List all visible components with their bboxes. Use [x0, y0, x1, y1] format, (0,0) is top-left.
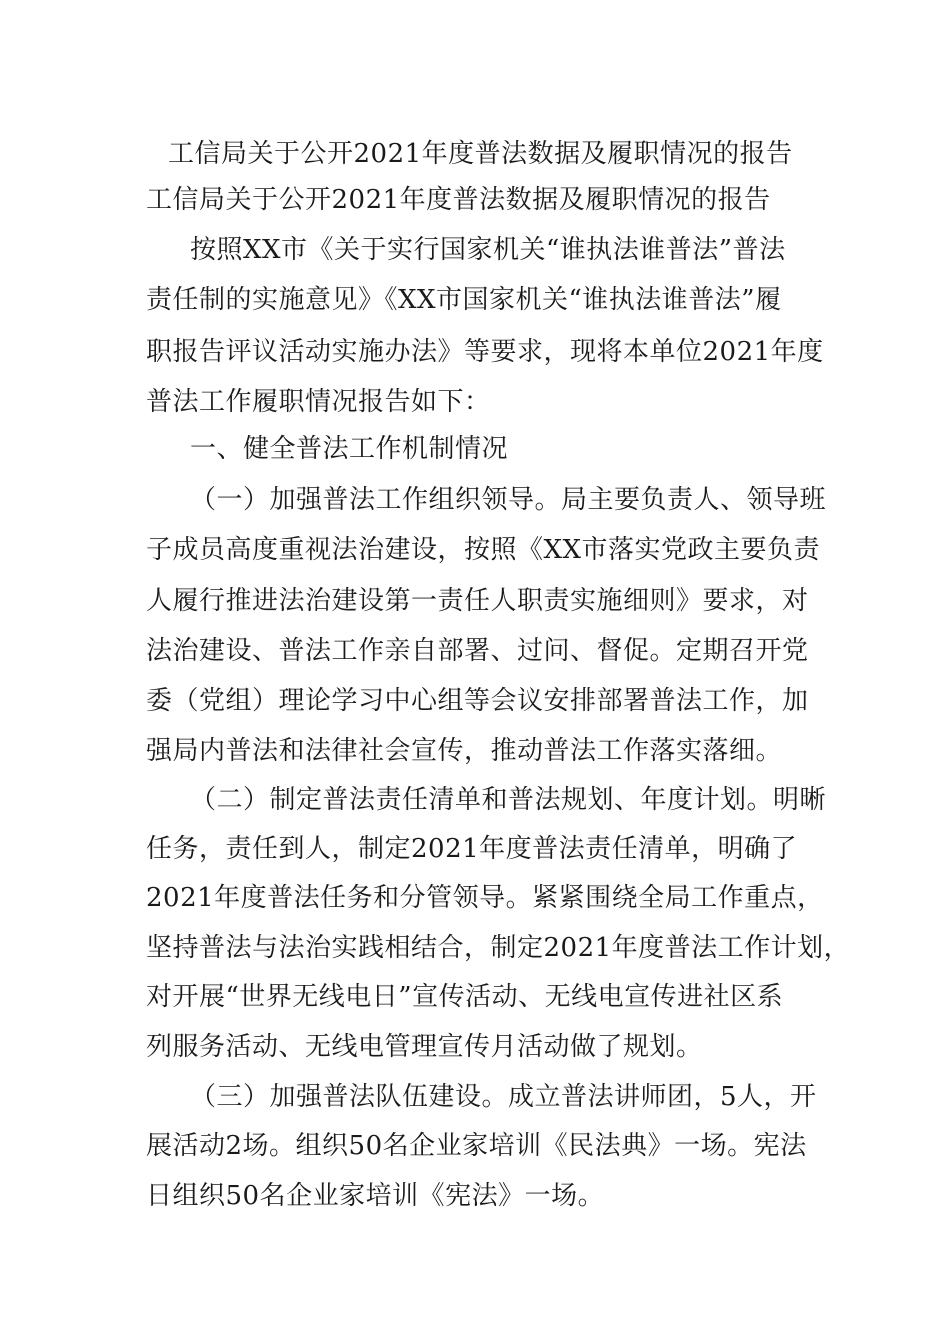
section-heading: 一、健全普法工作机制情况 [190, 434, 509, 464]
paragraph-line: 责任制的实施意见》《XX市国家机关“谁执法谁普法”履 [146, 285, 782, 315]
paragraph-line: 按照XX市《关于实行国家机关“谁执法谁普法”普法 [190, 235, 786, 265]
paragraph-line: 普法工作履职情况报告如下： [146, 387, 491, 417]
paragraph-line: 坚持普法与法治实践相结合，制定2021年度普法工作计划， [146, 933, 851, 963]
paragraph-line: （一）加强普法工作组织领导。局主要负责人、领导班 [190, 485, 827, 515]
document-title: 工信局关于公开2021年度普法数据及履职情况的报告 [168, 139, 793, 169]
paragraph-line: 对开展“世界无线电日”宣传活动、无线电宣传进社区系 [146, 982, 784, 1012]
paragraph-line: 人履行推进法治建设第一责任人职责实施细则》要求，对 [146, 586, 809, 616]
paragraph-line: （二）制定普法责任清单和普法规划、年度计划。明晰 [190, 785, 827, 815]
paragraph-line: 法治建设、普法工作亲自部署、过问、督促。定期召开党 [146, 636, 809, 666]
paragraph-line: 任务，责任到人，制定2021年度普法责任清单，明确了 [146, 834, 798, 864]
paragraph-line: 强局内普法和法律社会宣传，推动普法工作落实落细。 [146, 736, 783, 766]
paragraph-line: 展活动2场。组织50名企业家培训《民法典》一场。宪法 [146, 1131, 807, 1161]
paragraph-line: 日组织50名企业家培训《宪法》一场。 [146, 1181, 605, 1211]
paragraph-line: 列服务活动、无线电管理宣传月活动做了规划。 [146, 1032, 703, 1062]
paragraph-line: 职报告评议活动实施办法》等要求，现将本单位2021年度 [146, 337, 824, 367]
paragraph-line: 子成员高度重视法治建设，按照《XX市落实党政主要负责 [146, 535, 821, 565]
paragraph-line: （三）加强普法队伍建设。成立普法讲师团，5人，开 [190, 1082, 817, 1112]
paragraph-line: 委（党组）理论学习中心组等会议安排部署普法工作，加 [146, 686, 809, 716]
document-subtitle: 工信局关于公开2021年度普法数据及履职情况的报告 [146, 185, 771, 215]
paragraph-line: 2021年度普法任务和分管领导。紧紧围绕全局工作重点， [146, 883, 824, 913]
